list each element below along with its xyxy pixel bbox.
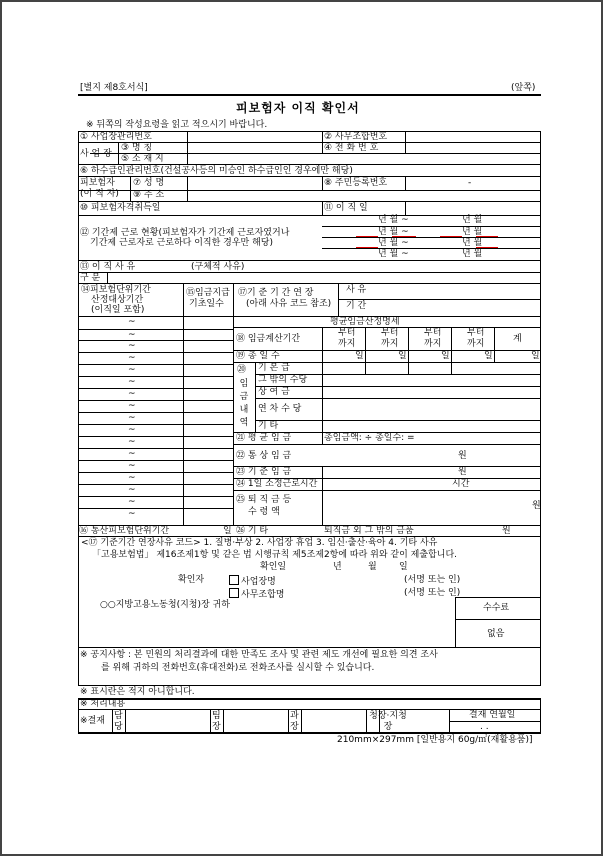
normal-wage-label: ㉒ 통 상 임 금 bbox=[236, 451, 292, 461]
ext-h2: (아래 사유 코드 참조) bbox=[246, 299, 332, 309]
period-label-2: 기간제 근로자로 근로하다 이직한 경우만 해당) bbox=[90, 238, 274, 248]
retire-other-unit: 원 bbox=[502, 526, 511, 536]
team-label: 팀장 bbox=[212, 711, 221, 732]
confirm-date-label: 확인일 bbox=[260, 562, 287, 572]
period-row-2-to: 년 월 bbox=[462, 227, 483, 237]
etc-label: 기 타 bbox=[258, 421, 279, 431]
unit-period-row-1: ~ bbox=[128, 317, 136, 327]
unit-period-row-12: ~ bbox=[128, 449, 136, 459]
days-unit-2: 일 bbox=[398, 351, 407, 361]
approval-label: ※결재 bbox=[80, 716, 105, 726]
unit-period-row-13: ~ bbox=[128, 461, 136, 471]
unit-period-row-15: ~ bbox=[128, 485, 136, 495]
unit-period-row-16: ~ bbox=[128, 497, 136, 507]
days-unit-4: 일 bbox=[484, 351, 493, 361]
unit-period-h1: ⑭피보험단위기간 bbox=[81, 285, 151, 295]
normal-wage-unit: 원 bbox=[458, 451, 467, 461]
unit-period-row-17: ~ bbox=[128, 509, 136, 519]
form-number: [별지 제8호서식] bbox=[80, 83, 148, 93]
unit-period-row-7: ~ bbox=[128, 389, 136, 399]
section-label: 과장 bbox=[290, 711, 299, 732]
insured-name-label: ⑦ 성 명 bbox=[133, 178, 165, 188]
col1-from: 부터 bbox=[338, 328, 356, 338]
wage-title: 평균임금산정명세 bbox=[330, 317, 400, 327]
total-unit-period-unit: 일 bbox=[223, 526, 232, 536]
ext-reason: 사 유 bbox=[346, 285, 367, 295]
insured-group-sub: (이 직 자) bbox=[80, 189, 119, 199]
annual-label: 연 차 수 당 bbox=[258, 404, 302, 414]
confirm-month: 월 bbox=[368, 562, 377, 572]
employer-checkbox[interactable] bbox=[229, 575, 239, 585]
col4-to: 까지 bbox=[467, 339, 485, 349]
insured-address-label: ⑨ 주 소 bbox=[133, 190, 165, 200]
workplace-name-label: ③ 명 칭 bbox=[121, 143, 153, 153]
ext-codes: <⑰ 기준기간 연장사유 코드> 1. 질병·부상 2. 사업장 휴업 3. 임신·출산·육아 4. 기타 사유 bbox=[81, 538, 438, 548]
confirm-year: 년 bbox=[333, 562, 342, 572]
pay-days-h1: ⑮임금지급 bbox=[186, 288, 230, 298]
submit-statement: 「고용보험법」 제16조제1항 및 같은 법 시행규칙 제5조제2항에 따라 위와 같이 제출합니다. bbox=[92, 550, 458, 560]
unit-period-row-9: ~ bbox=[128, 413, 136, 423]
rrn-label: ⑧ 주민등록번호 bbox=[324, 178, 388, 188]
workplace-group-label: 사 업 장 bbox=[80, 149, 112, 159]
days-unit-total: 일 bbox=[531, 351, 540, 361]
col3-from: 부터 bbox=[424, 328, 442, 338]
union-option[interactable] bbox=[229, 588, 284, 600]
calc-period-label: ⑱ 임금계산기간 bbox=[236, 334, 301, 344]
retire-unit: 원 bbox=[532, 501, 541, 511]
notice-line-2: 를 위해 귀하의 전화번호(휴대전화)로 전화조사를 실시할 수 있습니다. bbox=[101, 663, 375, 673]
union-checkbox[interactable] bbox=[229, 588, 239, 598]
unit-period-row-6: ~ bbox=[128, 377, 136, 387]
col2-from: 부터 bbox=[381, 328, 399, 338]
avg-wage-label: ㉑ 평 균 임 금 bbox=[236, 433, 292, 443]
col4-from: 부터 bbox=[467, 328, 485, 338]
wage-group-label: 임금내역 bbox=[239, 379, 249, 428]
ext-period: 기 간 bbox=[346, 301, 367, 311]
acq-date-label: ⑩ 피보험자격취득일 bbox=[80, 203, 161, 213]
retire-label-1: ㉕ 퇴 직 금 등 bbox=[236, 495, 292, 505]
days-label: ⑲ 총 일 수 bbox=[236, 351, 280, 361]
notice-line-1: ※ 공지사항 : 본 민원의 처리결과에 대한 만족도 조사 및 관련 제도 개선에 필요한 의견 조사 bbox=[80, 650, 438, 660]
hours-label: ㉔ 1일 소정근로시간 bbox=[236, 479, 318, 489]
addressee: ○○지방고용노동청(지청)장 귀하 bbox=[100, 600, 230, 610]
form-title: 피보험자 이직 확인서 bbox=[236, 101, 360, 115]
unit-period-row-5: ~ bbox=[128, 365, 136, 375]
approval-date-dots: . . bbox=[480, 722, 489, 732]
hours-unit: 시간 bbox=[452, 479, 470, 489]
pay-days-h2: 기초일수 bbox=[189, 299, 224, 309]
processing-label: ※ 처리내용 bbox=[80, 699, 126, 709]
period-row-2-from: 년 월 ~ bbox=[378, 227, 409, 237]
unit-period-h2: 산정대상기간 bbox=[91, 295, 144, 305]
period-label-1: ⑫ 기간제 근로 현황(피보험자가 기간제 근로자였거나 bbox=[80, 228, 290, 238]
confirmer-label: 확인자 bbox=[178, 575, 205, 585]
days-unit-1: 일 bbox=[355, 351, 364, 361]
paper-spec: 210mm×297mm [일반용지 60g/㎡(재활용품)] bbox=[337, 735, 533, 745]
subcontract-label: ⑥ 하수급인관리번호(건설공사등의 미승인 하수급인인 경우에만 해당) bbox=[80, 166, 353, 176]
col-total: 계 bbox=[513, 334, 522, 344]
period-row-1-to: 년 월 bbox=[462, 215, 483, 225]
sign-union: (서명 또는 인) bbox=[404, 588, 461, 598]
col2-to: 까지 bbox=[381, 339, 399, 349]
avg-wage-formula: 총임금액: ÷ 총일수: = bbox=[324, 433, 415, 443]
other-label: 그 밖의 수당 bbox=[258, 375, 308, 385]
leave-date-label: ⑪ 이 직 일 bbox=[324, 203, 368, 213]
unit-period-row-8: ~ bbox=[128, 401, 136, 411]
days-unit-3: 일 bbox=[441, 351, 450, 361]
workplace-address-label: ⑤ 소 재 지 bbox=[121, 154, 164, 164]
unit-period-row-14: ~ bbox=[128, 473, 136, 483]
reason-label: ⑬ 이 직 사 유 bbox=[80, 262, 136, 272]
wage-num: ⑳ bbox=[237, 365, 247, 375]
employer-label: 사업장명 bbox=[241, 577, 276, 587]
fee-label: 수수료 bbox=[483, 603, 510, 613]
base-wage-unit: 원 bbox=[458, 467, 467, 477]
employer-option[interactable] bbox=[229, 575, 276, 587]
approval-date-label: 결재 연월일 bbox=[469, 710, 516, 720]
col1-to: 까지 bbox=[338, 339, 356, 349]
period-row-3-to: 년 월 bbox=[462, 238, 483, 248]
period-row-3-from: 년 월 ~ bbox=[378, 238, 409, 248]
chief-label: 청장·지청장 bbox=[369, 711, 407, 732]
sign-employer: (서명 또는 인) bbox=[404, 575, 461, 585]
unit-period-h3: (이직일 포함) bbox=[91, 305, 145, 315]
retire-label-2: 수 령 액 bbox=[248, 507, 280, 517]
unit-period-row-2: ~ bbox=[128, 330, 136, 340]
fee-value: 없음 bbox=[487, 629, 505, 639]
reason-detail: (구체적 사유) bbox=[191, 262, 245, 272]
basic-label: 기 본 급 bbox=[258, 363, 290, 373]
insured-group-label: 피보험자 bbox=[80, 178, 115, 188]
total-unit-period: ⑯ 통산피보험단위기간 bbox=[79, 526, 170, 536]
reason-code-label: 구 분 bbox=[80, 273, 101, 283]
rrn-dash: - bbox=[468, 178, 472, 188]
ext-h1: ⑰기 준 기 간 연 장 bbox=[238, 288, 314, 298]
retire-other-desc: 퇴직금 외 그 밖의 금품 bbox=[324, 526, 414, 536]
unit-period-row-11: ~ bbox=[128, 437, 136, 447]
col3-to: 까지 bbox=[424, 339, 442, 349]
manager-label: 담당 bbox=[114, 711, 123, 732]
page-side: (앞쪽) bbox=[511, 83, 536, 93]
base-wage-label: ㉓ 기 준 임 금 bbox=[236, 467, 292, 477]
bonus-label: 상 여 금 bbox=[258, 387, 290, 397]
period-row-1-from: 년 월 ~ bbox=[378, 215, 409, 225]
workplace-phone-label: ④ 전 화 번 호 bbox=[324, 143, 379, 153]
period-row-4-from: 년 월 ~ bbox=[378, 249, 409, 259]
union-label: 사무조합명 bbox=[241, 590, 285, 600]
confirm-day: 일 bbox=[399, 562, 408, 572]
unit-period-row-10: ~ bbox=[128, 425, 136, 435]
form-notice: ※ 뒤쪽의 작성요령을 읽고 적으시기 바랍니다. bbox=[86, 120, 268, 130]
retire-other-label: ㉖ 기 타 bbox=[236, 526, 269, 536]
mgmt-no-label: ① 사업장관리번호 bbox=[80, 132, 152, 142]
period-row-4-to: 년 월 bbox=[462, 249, 483, 259]
unit-period-row-3: ~ bbox=[128, 341, 136, 351]
unit-period-row-4: ~ bbox=[128, 353, 136, 363]
union-no-label: ② 사무조합번호 bbox=[324, 132, 388, 142]
footnote: ※ 표시란은 적지 아니합니다. bbox=[80, 687, 195, 697]
